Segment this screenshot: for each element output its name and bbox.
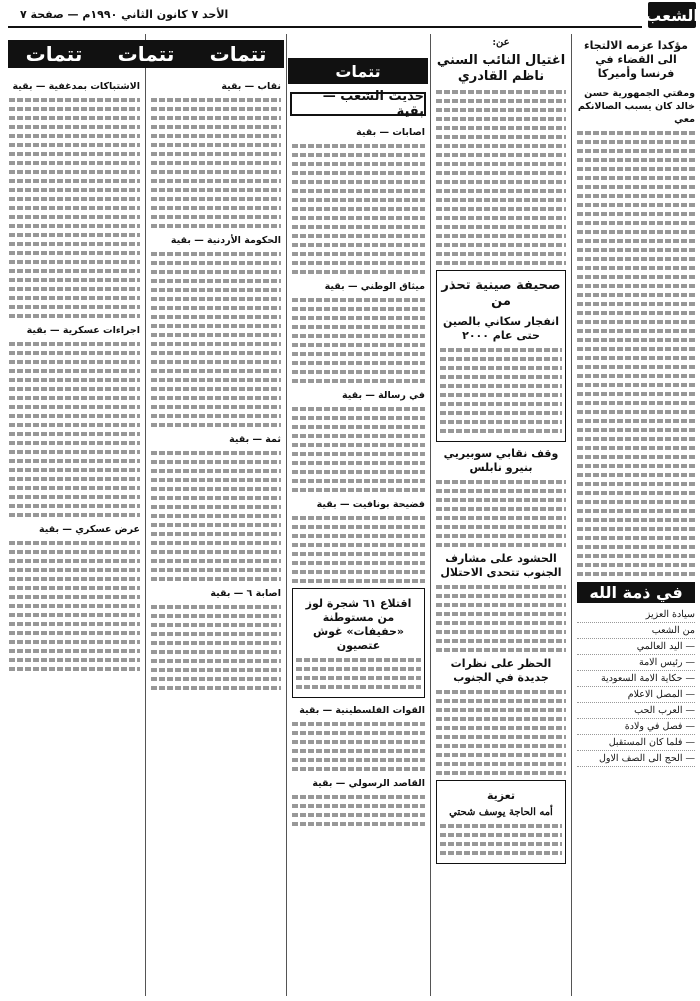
headline: اغتيال النائب السني ناظم القادري [436,53,566,84]
column-rule [145,34,146,996]
story-headline: اجراءات عسكرية — بقية [26,325,140,336]
column-4 [148,74,284,996]
body-text [296,658,421,689]
list-item: — العرب الحب [577,703,695,719]
date-line: الأحد ٧ كانون الثاني ١٩٩٠م — صفحة ٧ [20,8,229,21]
body-text [292,795,425,826]
banner-word [26,42,83,66]
list-item: من الشعب [577,623,695,639]
body-text [440,824,562,855]
headline: مؤكدا عزمه الالتجاء الى القضاء في فرنسا وأميركا [584,39,688,80]
story-headline: نقاب — بقية [221,81,281,92]
story-box [292,588,425,698]
subheadline: ومقتي الجمهورية حسن خالد كان يسبب الصالانكم معي [577,88,695,125]
story-headline: الحكومة الأردنية — بقية [170,235,281,246]
story-headline: الحشود على مشارف الجنوب تتحدى الاحتلال [440,552,562,579]
list-item: — فصل في ولادة [577,719,695,735]
column-rule [430,34,431,996]
condolence-box [436,780,566,864]
column-tag: حديث الشعب — بقية [290,92,426,116]
story-headline: اقتلاع ٦١ شجرة لوز من مستوطنة «حفيفات» غوش عتصيون [305,597,412,652]
condolence-name: أمه الحاجة يوسف شحتي [449,807,553,818]
body-text [151,451,281,581]
body-text [436,90,566,265]
list-item: — رئيس الامة [577,655,695,671]
body-text [151,98,281,228]
body-text [9,98,140,318]
story-headline: ميثاق الوطني — بقية [324,281,425,292]
story-subheadline: انفجار سكاني بالصين حتى عام ٢٠٠٠ [442,315,560,342]
condolence-title: تعزية [487,789,515,802]
story-headline: وقف نقابي سوبيريي بنيرو نابلس [443,447,559,474]
banner-word: تتمات [335,61,381,81]
list-item: — اليد العالمي [577,639,695,655]
body-text [292,722,425,771]
body-text [292,144,425,274]
story-headline: الاشتباكات بمدغفية — بقية [12,81,140,92]
list-item: — الحج الى الصف الاول [577,751,695,767]
list-item: — فلما كان المستقبل [577,735,695,751]
list-item: سيادة العزيز [577,607,695,623]
body-text [436,480,566,547]
body-text [151,252,281,427]
list-item: — المصل الاعلام [577,687,695,703]
body-text [292,516,425,583]
body-text [9,342,140,517]
headline-kicker: عن: [492,37,510,48]
story-headline: القوات الفلسطينية — بقية [299,705,425,716]
column-2 [433,34,569,996]
story-headline: القاصد الرسولي — بقية [312,778,425,789]
banner-word: تتمات [25,42,83,66]
list [577,607,695,767]
story-box [436,270,566,442]
body-text [436,690,566,775]
story-headline: فضيحة بونافيت — بقية [316,499,425,510]
column-5 [6,74,143,996]
body-text [436,585,566,652]
story-headline: اصابات — بقية [356,127,425,138]
memoriam-box: في ذمة الله [577,582,695,603]
body-text [577,131,695,576]
body-text [151,605,281,690]
column-rule [286,34,287,996]
banner-word: تتمات [209,42,267,66]
newspaper-logo: الشعب [648,2,696,28]
story-headline: في رسالة — بقية [341,390,425,401]
page-header [0,2,700,30]
body-text [292,407,425,492]
body-text [292,298,425,383]
header-rule [8,26,642,28]
banner-word [118,42,175,66]
story-headline: عرض عسكري — بقية [39,524,140,535]
column-rule [571,34,572,996]
banner-tatimmat [288,58,428,84]
body-text [9,541,140,671]
story-headline: صحيفة صينية تحذر من [441,278,561,309]
banner-word [210,42,267,66]
banner-word: تتمات [117,42,175,66]
list-item: — حكاية الامة السعودية [577,671,695,687]
story-headline: اصابة ٦ — بقية [210,588,281,599]
body-text [440,348,562,433]
column-3 [289,120,428,996]
story-headline: الحظر على نظرات جديدة في الجنوب [450,657,552,684]
column-1 [574,34,698,996]
story-headline: ثمة — بقية [229,434,281,445]
